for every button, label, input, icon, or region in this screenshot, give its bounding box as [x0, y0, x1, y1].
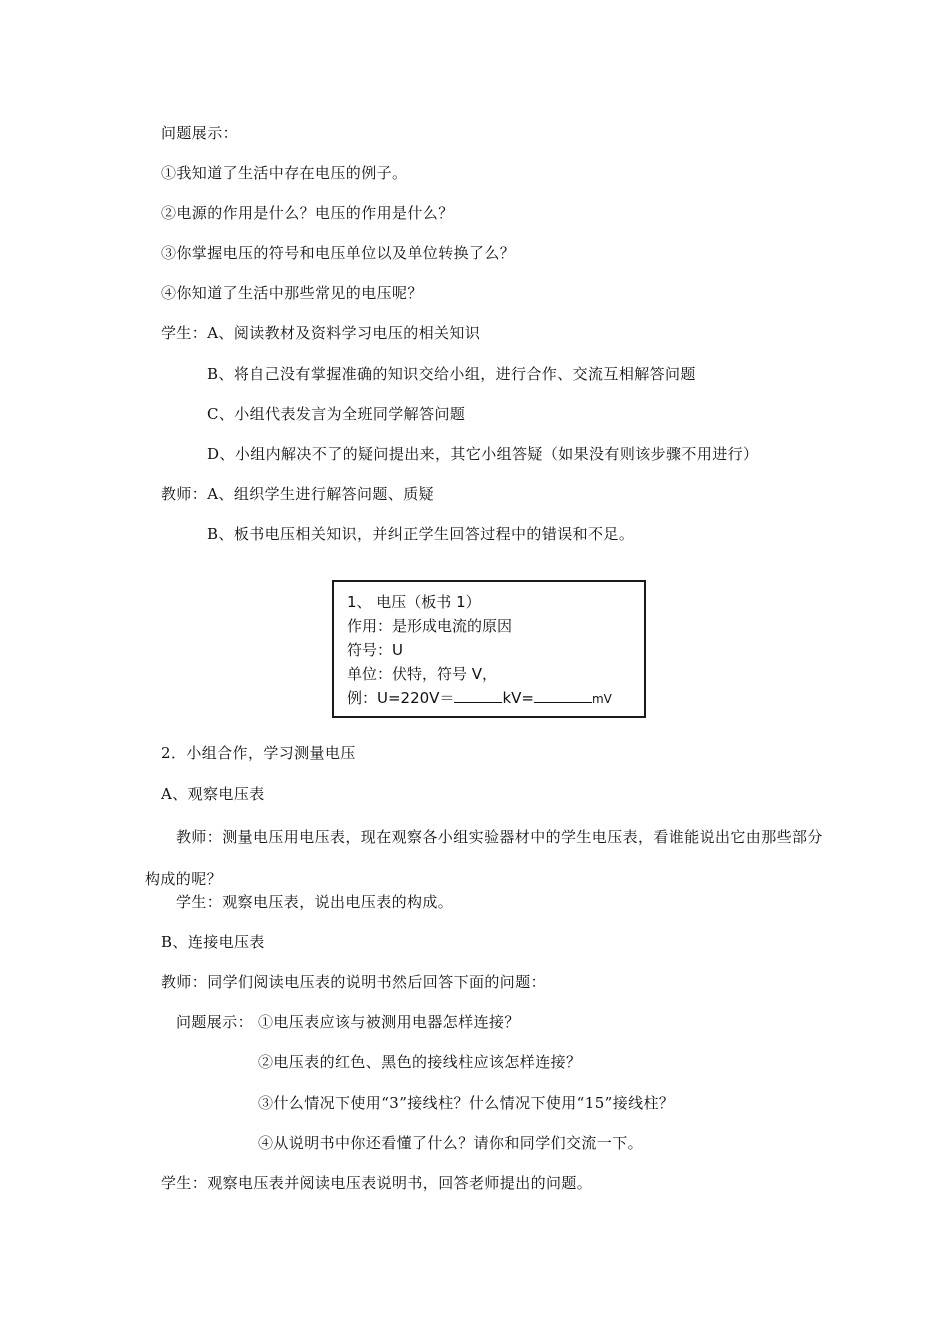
qa-item: ③什么情况下使用“3”接线柱？什么情况下使用“15”接线柱？ — [258, 1094, 675, 1112]
student-step: B、将自己没有掌握准确的知识交给小组，进行合作、交流互相解答问题 — [207, 365, 696, 383]
student-step: D、小组内解决不了的疑问提出来，其它小组答疑（如果没有则该步骤不用进行） — [207, 445, 759, 463]
board-example — [347, 686, 644, 711]
section-heading: 问题展示： — [161, 124, 239, 142]
student-activity: 学生：观察电压表，说出电压表的构成。 — [176, 893, 454, 911]
example-kv: kV= — [502, 689, 534, 707]
teacher-activity: 教师：A、组织学生进行解答问题、质疑 — [161, 485, 435, 503]
board-symbol: 符号：U — [347, 641, 403, 659]
board-title: 1、 电压（板书 1） — [347, 593, 481, 611]
blackboard-notes-box — [332, 580, 646, 718]
qa-label: 问题展示： — [176, 1013, 254, 1031]
teacher-paragraph: 教师：测量电压用电压表，现在观察各小组实验器材中的学生电压表，看谁能说出它由那些部分构成的呢？ — [145, 828, 823, 888]
qa-item: ②电压表的红色、黑色的接线柱应该怎样连接？ — [258, 1053, 582, 1071]
question-item: ②电源的作用是什么？电压的作用是什么？ — [161, 204, 454, 222]
question-item: ③你掌握电压的符号和电压单位以及单位转换了么？ — [161, 244, 516, 262]
qa-item: ④从说明书中你还看懂了什么？请你和同学们交流一下。 — [258, 1134, 644, 1152]
section-heading: 2．小组合作，学习测量电压 — [161, 744, 356, 762]
board-function: 作用：是形成电流的原因 — [347, 617, 513, 635]
teacher-activity: 教师：同学们阅读电压表的说明书然后回答下面的问题： — [161, 973, 547, 991]
blank-line — [454, 688, 502, 703]
example-prefix: 例：U=220V＝ — [347, 689, 455, 707]
teacher-step: B、板书电压相关知识，并纠正学生回答过程中的错误和不足。 — [207, 525, 635, 543]
student-activity: 学生：观察电压表并阅读电压表说明书，回答老师提出的问题。 — [161, 1174, 593, 1192]
subsection-heading: B、连接电压表 — [161, 933, 265, 951]
student-step: C、小组代表发言为全班同学解答问题 — [207, 405, 466, 423]
question-item: ④你知道了生活中那些常见的电压呢？ — [161, 284, 423, 302]
student-activity: 学生：A、阅读教材及资料学习电压的相关知识 — [161, 324, 481, 342]
example-mv: mV — [591, 692, 612, 706]
qa-item: ①电压表应该与被测用电器怎样连接？ — [258, 1013, 520, 1031]
board-unit: 单位：伏特，符号 V， — [347, 665, 498, 683]
blank-line — [534, 688, 592, 703]
subsection-heading: A、观察电压表 — [161, 785, 265, 803]
question-item: ①我知道了生活中存在电压的例子。 — [161, 164, 408, 182]
